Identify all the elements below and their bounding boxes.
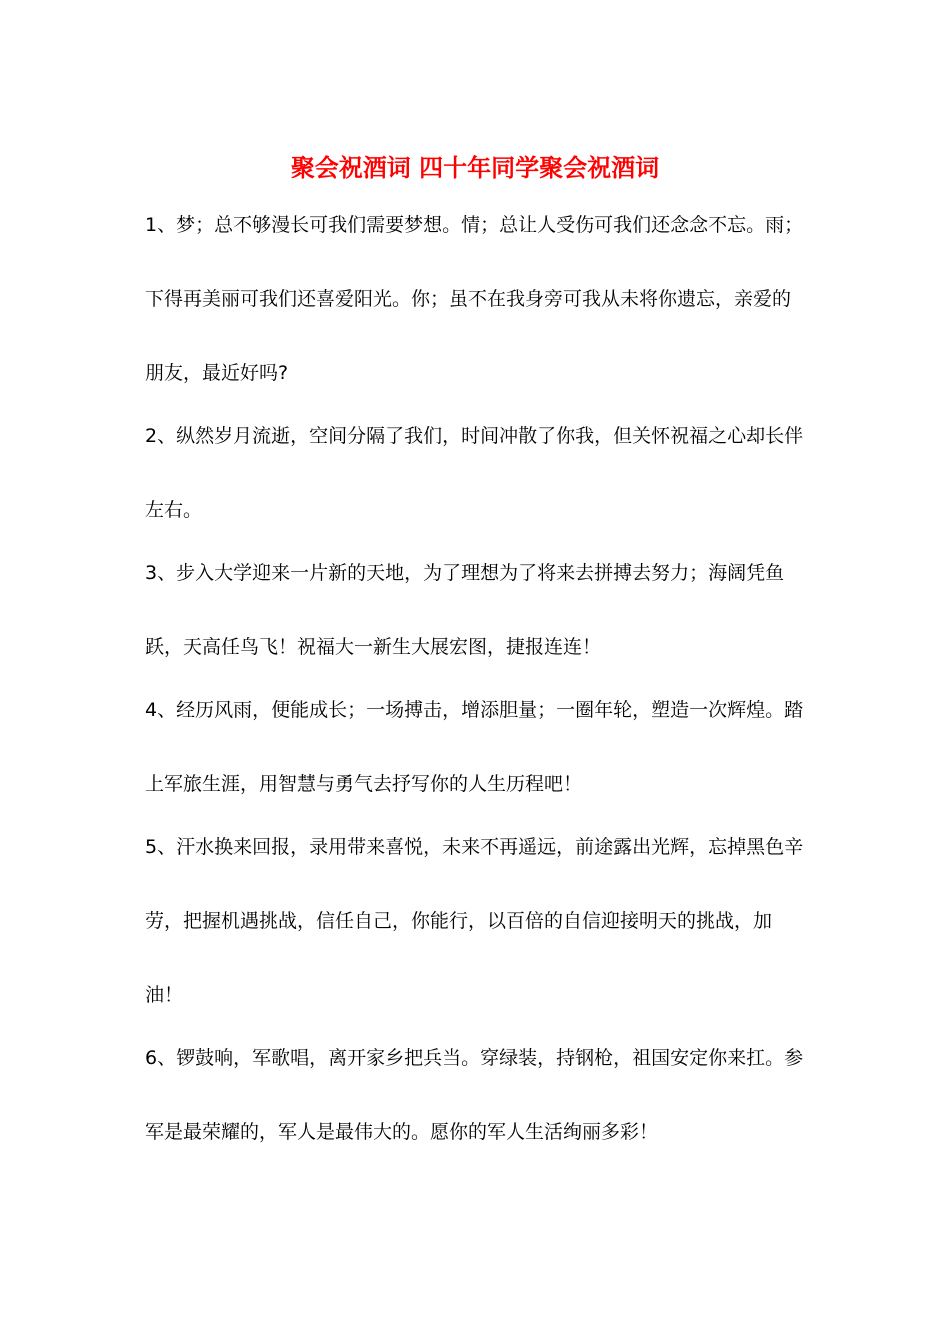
paragraph-2: 2、纵然岁月流逝，空间分隔了我们，时间冲散了你我，但关怀祝福之心却长伴左右。 bbox=[145, 425, 804, 521]
document-title: 聚会祝酒词 四十年同学聚会祝酒词 bbox=[290, 153, 660, 182]
paragraph-5: 5、汗水换来回报，录用带来喜悦，未来不再遥远，前途露出光辉，忘掉黑色辛劳，把握机遇挑战，信任自己，你能行，以百倍的自信迎接明天的挑战，加油！ bbox=[145, 836, 804, 1006]
paragraph-1: 1、梦；总不够漫长可我们需要梦想。情；总让人受伤可我们还念念不忘。雨；下得再美丽可我们还喜爱阳光。你；虽不在我身旁可我从未将你遗忘，亲爱的朋友，最近好吗? bbox=[145, 214, 804, 384]
paragraph-3: 3、步入大学迎来一片新的天地，为了理想为了将来去拼搏去努力；海阔凭鱼跃，天高任鸟飞！祝福大一新生大展宏图，捷报连连！ bbox=[145, 562, 785, 658]
paragraph-4: 4、经历风雨，便能成长；一场搏击，增添胆量；一圈年轮，塑造一次辉煌。踏上军旅生涯，用智慧与勇气去抒写你的人生历程吧！ bbox=[145, 699, 804, 795]
paragraph-6: 6、锣鼓响，军歌唱，离开家乡把兵当。穿绿装，持钢枪，祖国安定你来扛。参军是最荣耀的，军人是最伟大的。愿你的军人生活绚丽多彩！ bbox=[145, 1047, 804, 1143]
